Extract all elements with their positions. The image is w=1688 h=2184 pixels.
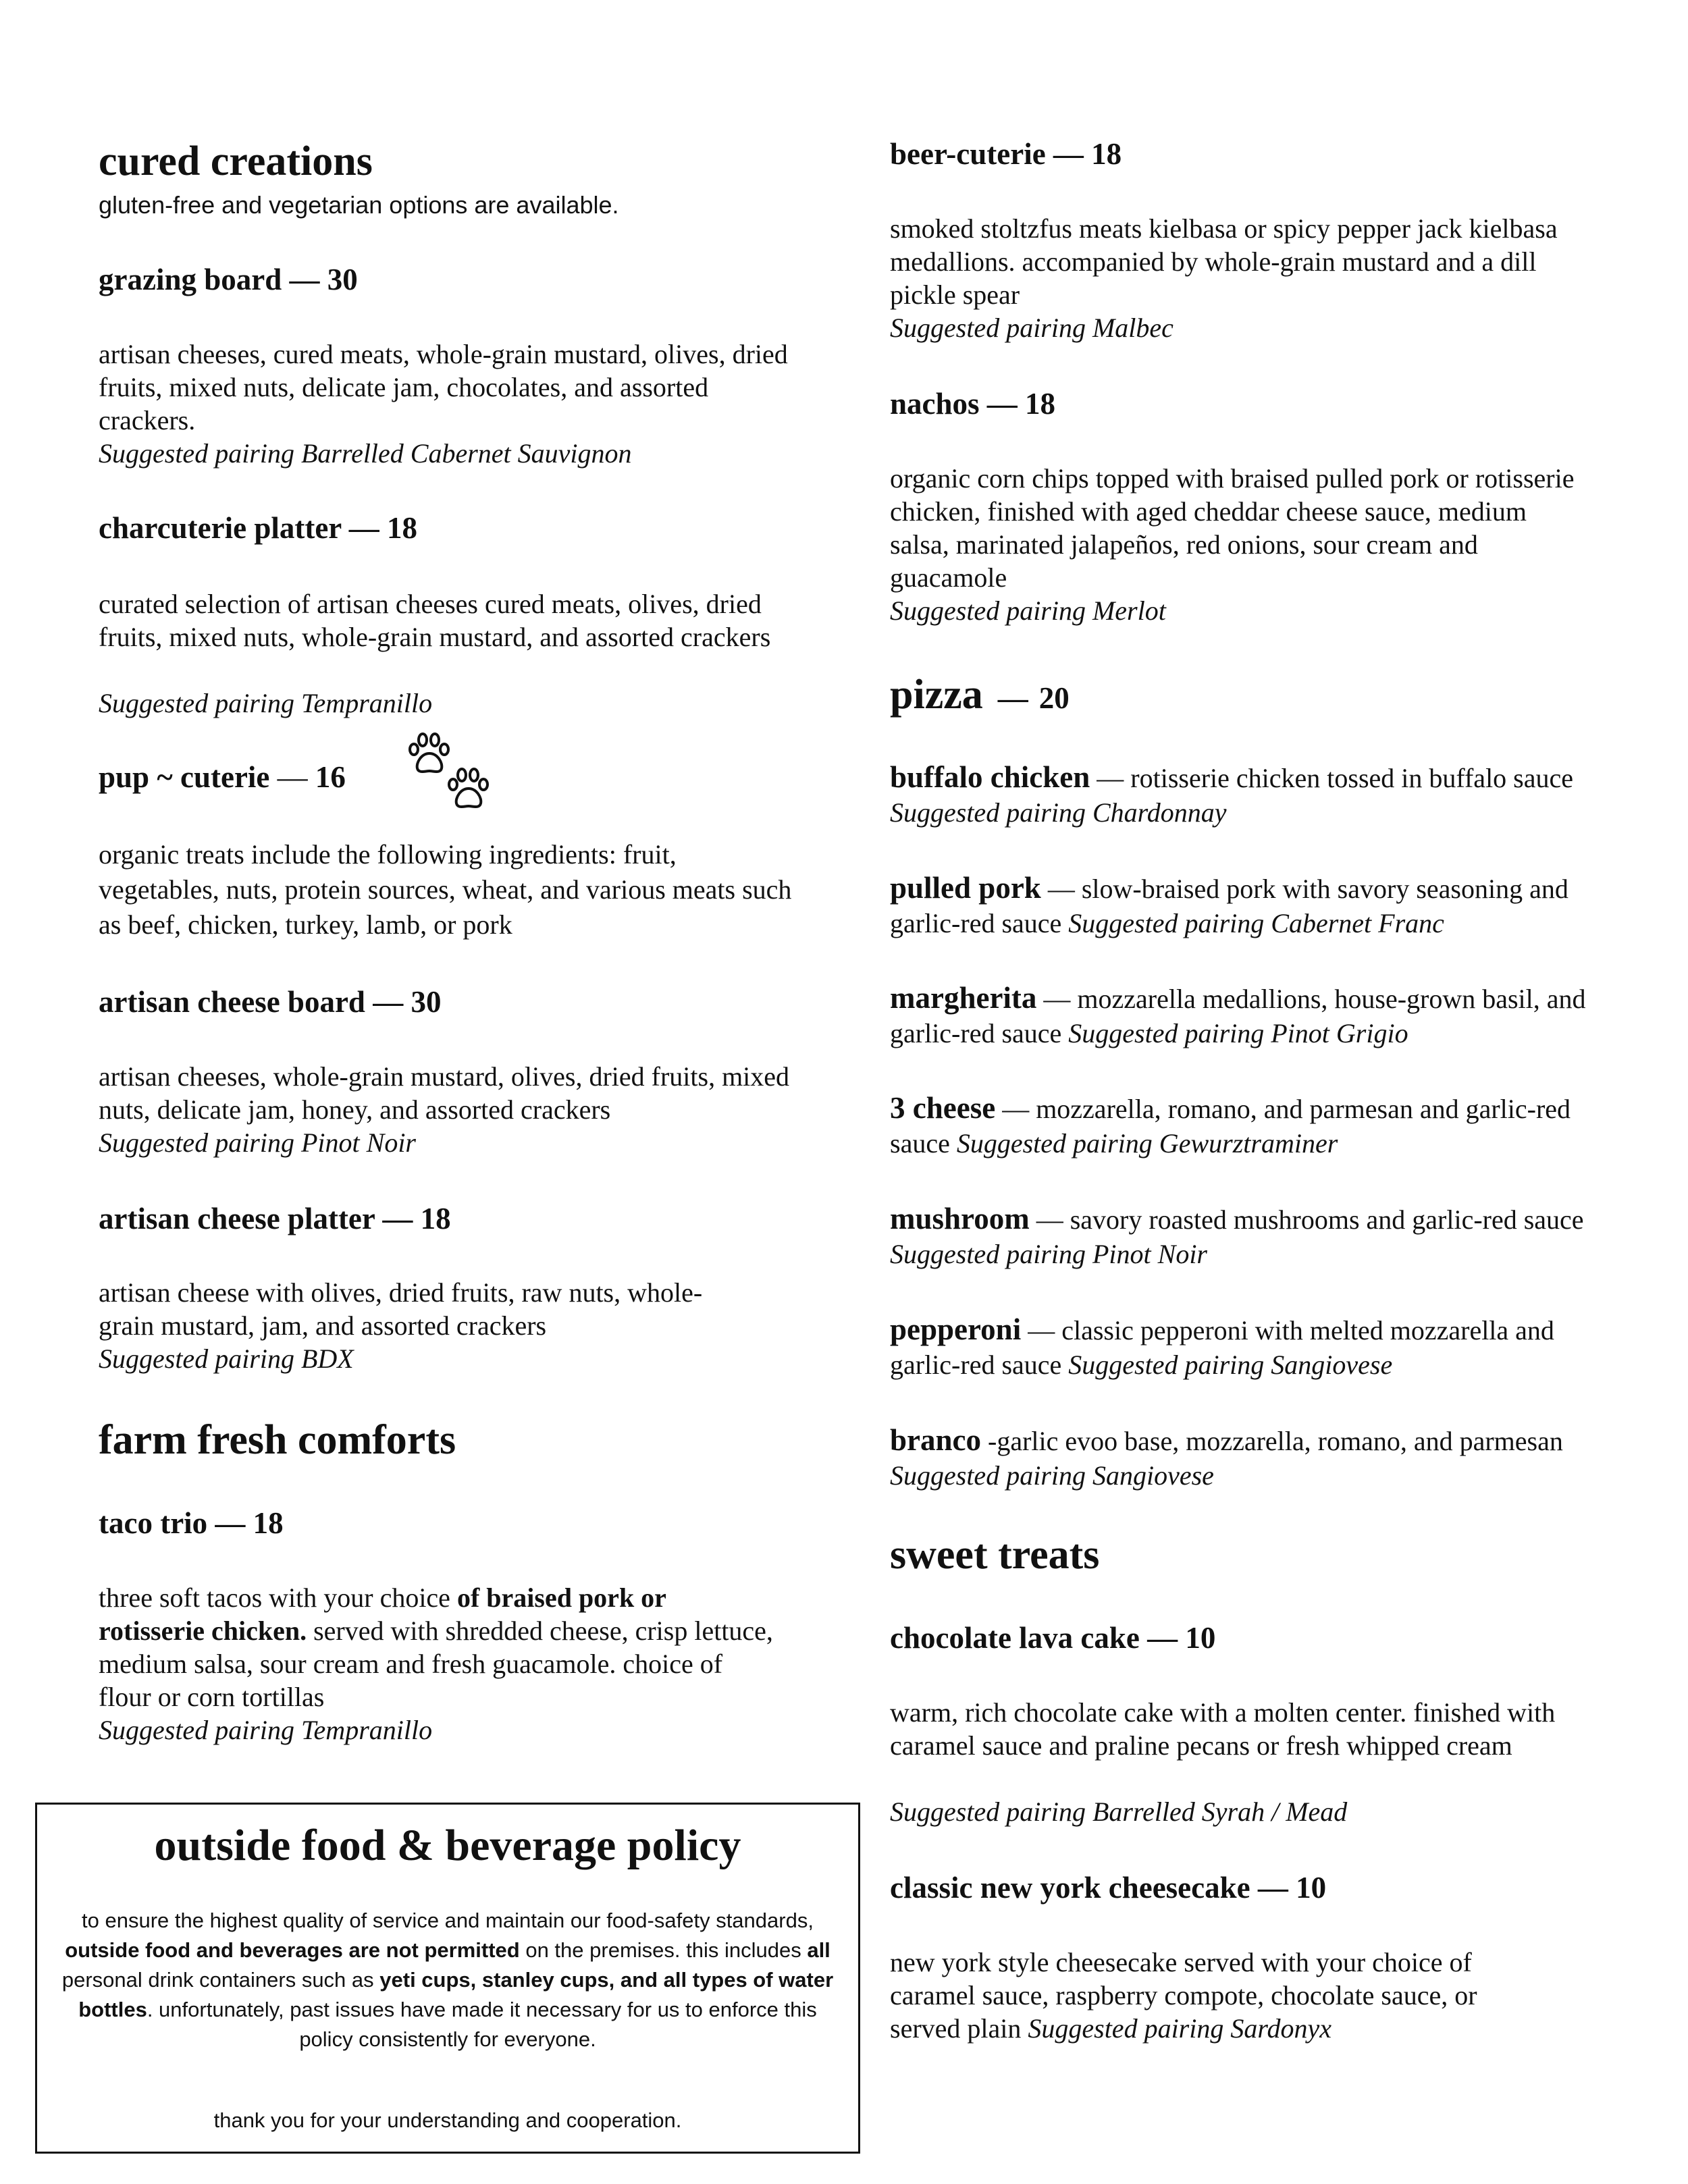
menu-item-title: [99, 762, 346, 793]
pizza-name: mushroom: [890, 1202, 1030, 1235]
price-dash: —: [1053, 137, 1084, 171]
item-description: smoked stoltzfus meats kielbasa or spicy pepper jack kielbasa medallions. accompanied by whole-grain mustard and a dill pickle spear: [890, 213, 1558, 310]
pizza-desc: — rotisserie chicken tossed in buffalo sauce: [1090, 763, 1574, 793]
price-dash: —: [215, 1506, 246, 1540]
price-dash: —: [277, 760, 308, 794]
item-pairing: Suggested pairing Tempranillo: [99, 688, 433, 718]
price-dash: —: [997, 681, 1028, 715]
pizza-pairing: Suggested pairing Sangiovese: [1068, 1350, 1393, 1380]
item-description: [99, 1581, 774, 1713]
item-pairing: Suggested pairing Merlot: [890, 595, 1166, 626]
item-name: artisan cheese board: [99, 985, 365, 1019]
item-price: 18: [1091, 137, 1122, 171]
item-description: artisan cheeses, cured meats, whole-grain mustard, olives, dried fruits, mixed nuts, delicate jam, chocolates, and assorted crackers.: [99, 339, 788, 435]
pizza-desc: — classic pepperoni with melted mozzarella and garlic-red sauce: [890, 1315, 1554, 1380]
pizza-pairing: Suggested pairing Cabernet Franc: [1068, 908, 1444, 938]
policy-text: to ensure the highest quality of service and maintain our food-safety standards,: [82, 1909, 814, 1932]
item-description: artisan cheese with olives, dried fruits, raw nuts, whole-grain mustard, jam, and assorted crackers: [99, 1277, 703, 1341]
policy-body: [51, 1906, 845, 2054]
item-price: 18: [253, 1506, 284, 1540]
right-column: [890, 0, 1688, 2184]
section-title-cured-creations: cured creations: [99, 138, 373, 184]
pizza-item: [890, 871, 1592, 940]
pizza-pairing: Suggested pairing Chardonnay: [890, 797, 1227, 828]
price-dash: —: [986, 387, 1018, 421]
pizza-item: [890, 1091, 1592, 1161]
item-price: 18: [1025, 387, 1056, 421]
item-pairing: Suggested pairing Sardonyx: [1028, 2013, 1331, 2044]
item-pairing: Suggested pairing Malbec: [890, 313, 1173, 343]
item-name: artisan cheese platter: [99, 1202, 375, 1235]
desc-text: served with shredded cheese, crisp lettuce, medium salsa, sour cream and fresh guacamole. choice of flour or corn tortillas: [99, 1616, 773, 1712]
menu-item-title: [99, 513, 417, 543]
item-description: [890, 1946, 1552, 2045]
policy-bold-text: all: [807, 1938, 830, 1962]
policy-box: [35, 1803, 860, 2154]
policy-text: personal drink containers such as: [61, 1968, 380, 1992]
pizza-desc: — mozzarella, romano, and parmesan and garlic-red sauce: [890, 1094, 1571, 1158]
item-pairing: Suggested pairing Tempranillo: [99, 1715, 433, 1745]
item-price: 16: [315, 760, 346, 794]
pizza-desc: -garlic evoo base, mozzarella, romano, and parmesan: [981, 1426, 1563, 1456]
pizza-name: 3 cheese: [890, 1091, 996, 1125]
paw-print-icon: [442, 763, 496, 817]
pizza-desc: — slow-braised pork with savory seasoning and garlic-red sauce: [890, 874, 1568, 938]
item-pairing: Suggested pairing BDX: [99, 1343, 354, 1374]
menu-item-title: [99, 1204, 451, 1234]
item-pairing: Suggested pairing Pinot Noir: [99, 1127, 416, 1158]
item-name: nachos: [890, 387, 980, 421]
item-pairing: Suggested pairing Barrelled Syrah / Mead: [890, 1796, 1348, 1827]
item-description: warm, rich chocolate cake with a molten center. finished with caramel sauce and praline pecans or fresh whipped cream: [890, 1697, 1556, 1761]
pizza-pairing: Suggested pairing Pinot Noir: [890, 1239, 1207, 1269]
item-price: 30: [411, 985, 442, 1019]
item-name: grazing board: [99, 263, 282, 296]
menu-item-title: [99, 987, 441, 1017]
price-dash: —: [382, 1202, 413, 1235]
item-name: classic new york cheesecake: [890, 1871, 1250, 1905]
item-pairing: Suggested pairing Barrelled Cabernet Sauvignon: [99, 438, 632, 469]
item-name: taco trio: [99, 1506, 208, 1540]
pizza-name: buffalo chicken: [890, 760, 1090, 794]
policy-bold-text: outside food and beverages are not permitted: [65, 1938, 520, 1962]
price-dash: —: [348, 511, 379, 545]
policy-title: outside food & beverage policy: [154, 1821, 741, 1870]
desc-text: three soft tacos with your choice: [99, 1582, 457, 1613]
item-price: 18: [420, 1202, 451, 1235]
item-description: curated selection of artisan cheeses cured meats, olives, dried fruits, mixed nuts, whole-grain mustard, and assorted crackers: [99, 589, 771, 652]
section-title-pizza: pizza: [890, 672, 983, 718]
pizza-pairing: Suggested pairing Pinot Grigio: [1068, 1018, 1408, 1048]
item-name: pup ~ cuterie: [99, 760, 270, 794]
item-price: 10: [1296, 1871, 1327, 1905]
policy-thanks: thank you for your understanding and cooperation.: [213, 2108, 682, 2132]
item-name: beer-cuterie: [890, 137, 1046, 171]
pizza-name: pepperoni: [890, 1312, 1022, 1346]
section-title-farm-fresh-comforts: farm fresh comforts: [99, 1417, 456, 1463]
policy-text: . unfortunately, past issues have made it necessary for us to enforce this policy consistently for everyone.: [147, 1998, 817, 2051]
menu-item-title: [99, 1508, 284, 1539]
item-description: artisan cheeses, whole-grain mustard, olives, dried fruits, mixed nuts, delicate jam, honey, and assorted crackers: [99, 1061, 790, 1125]
item-name: chocolate lava cake: [890, 1621, 1140, 1655]
item-price: 30: [327, 263, 358, 296]
menu-item-title: [99, 265, 358, 295]
pizza-item: [890, 1423, 1592, 1493]
section-title-sweet-treats: sweet treats: [890, 1532, 1100, 1578]
policy-text: on the premises. this includes: [519, 1938, 808, 1962]
menu-item-title: [890, 389, 1055, 419]
section-title-pizza-row: [890, 674, 1070, 716]
desc-bold-text: of braised pork or rotisserie chicken.: [99, 1582, 666, 1646]
pizza-item: [890, 1312, 1592, 1382]
item-description: organic corn chips topped with braised pulled pork or rotisserie chicken, finished with aged cheddar cheese sauce, medium salsa, marinated jalapeños, red onions, sour cream and guacamole: [890, 463, 1575, 593]
menu-item-title: [890, 1873, 1326, 1903]
item-description: organic treats include the following ingredients: fruit, vegetables, nuts, protein sources, wheat, and various meats such as beef, chicken, turkey, lamb, or pork: [99, 839, 792, 940]
pizza-name: margherita: [890, 981, 1037, 1015]
pizza-pairing: Suggested pairing Gewurztraminer: [956, 1128, 1338, 1158]
pizza-name: pulled pork: [890, 871, 1041, 905]
item-price: 10: [1185, 1621, 1216, 1655]
pizza-pairing: Suggested pairing Sangiovese: [890, 1460, 1214, 1491]
item-price: 18: [386, 511, 417, 545]
desc-text: new york style cheesecake served with your choice of caramel sauce, raspberry compote, chocolate sauce, or served plain: [890, 1947, 1477, 2044]
pizza-price: 20: [1038, 681, 1070, 715]
pizza-item: [890, 760, 1592, 830]
menu-item-title: [890, 1623, 1215, 1653]
pizza-item: [890, 1202, 1592, 1271]
pizza-item: [890, 981, 1592, 1050]
section-subtitle: gluten-free and vegetarian options are available.: [99, 191, 619, 219]
menu-item-title: [890, 139, 1122, 169]
item-name: charcuterie platter: [99, 511, 342, 545]
price-dash: —: [289, 263, 320, 296]
pizza-desc: — mozzarella medallions, house-grown basil, and garlic-red sauce: [890, 984, 1586, 1048]
price-dash: —: [373, 985, 404, 1019]
pizza-name: branco: [890, 1423, 981, 1457]
price-dash: —: [1147, 1621, 1178, 1655]
policy-bold-text: yeti cups, stanley cups, and all types of water bottles: [78, 1968, 834, 2021]
price-dash: —: [1257, 1871, 1288, 1905]
pizza-desc: — savory roasted mushrooms and garlic-red sauce: [1029, 1204, 1584, 1235]
